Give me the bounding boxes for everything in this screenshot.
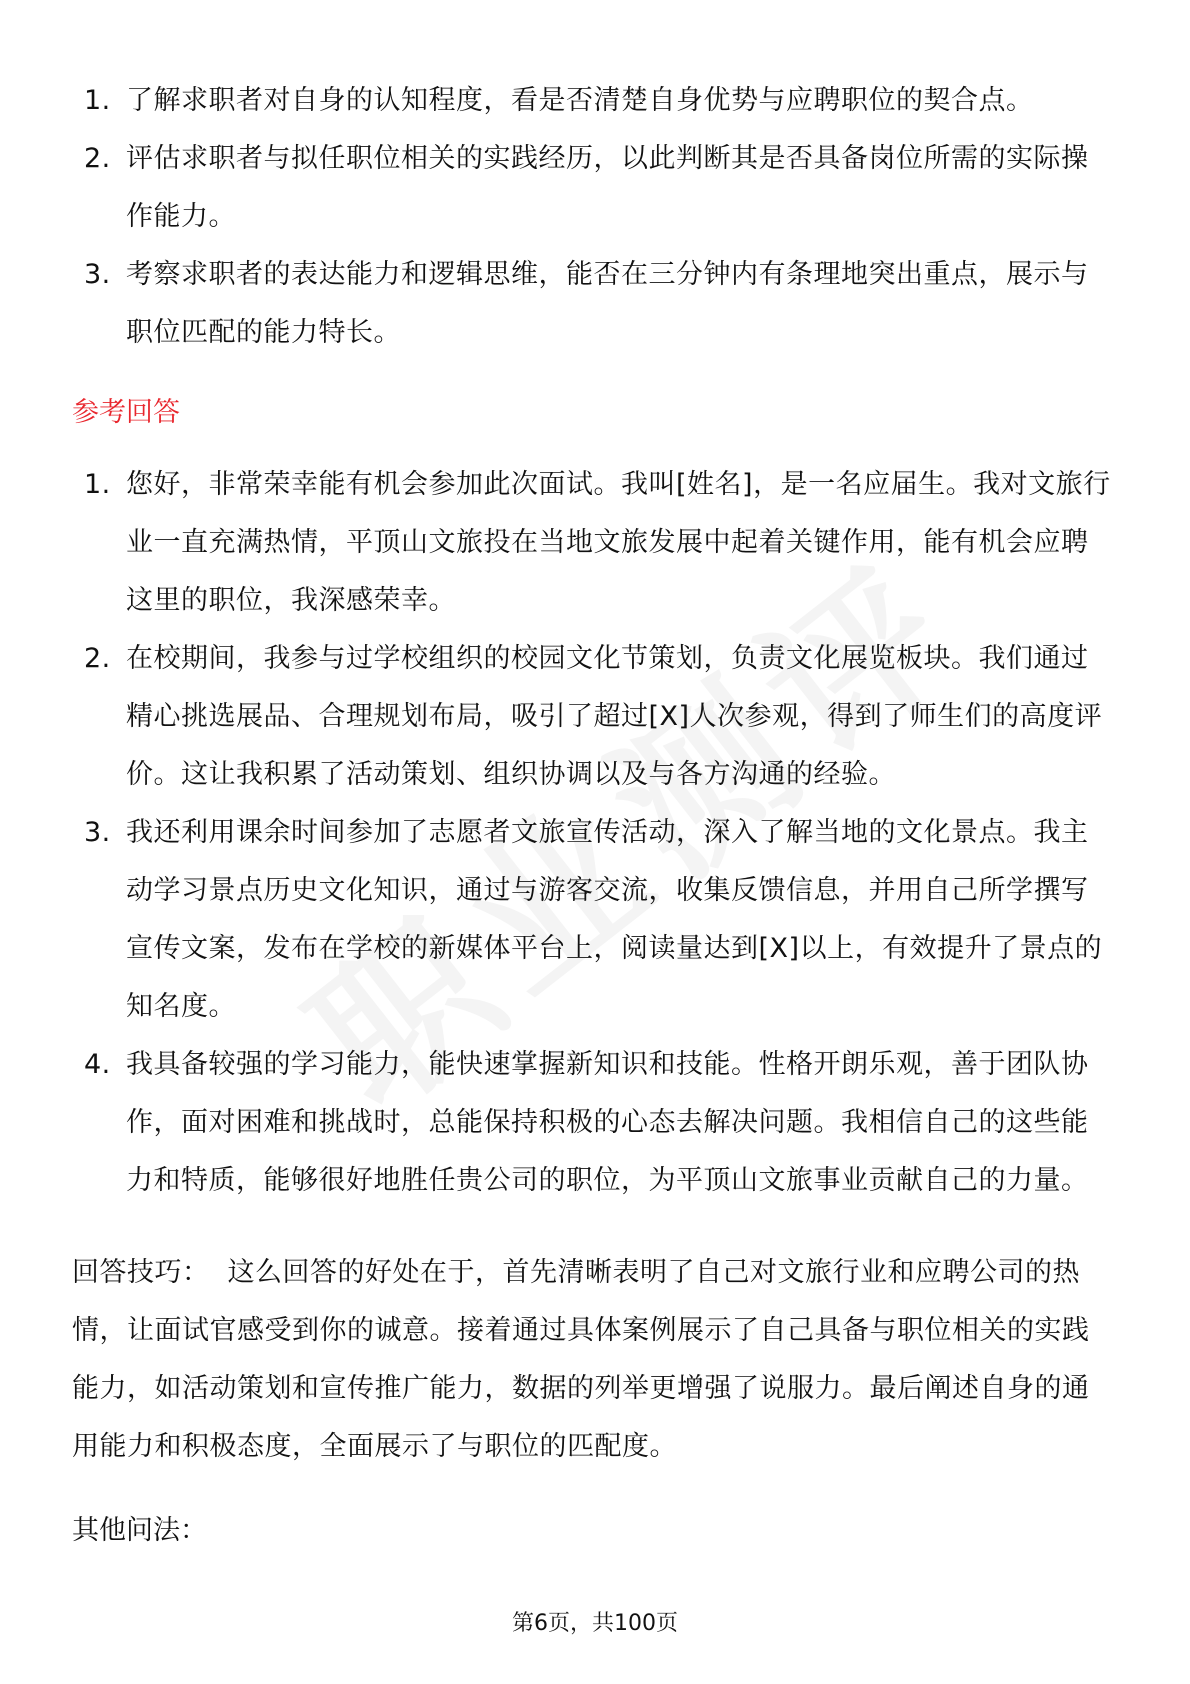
list-text: 考察求职者的表达能力和逻辑思维，能否在三分钟内有条理地突出重点，展示与职位匹配的能力特长。 [126, 259, 1089, 348]
reference-answers-list [72, 456, 1112, 1210]
list-item [72, 804, 1112, 1036]
answer-tips-text: 这么回答的好处在于，首先清晰表明了自己对文旅行业和应聘公司的热情，让面试官感受到你的诚意。接着通过具体案例展示了自己具备与职位相关的实践能力，如活动策划和宣传推广能力，数据的列举更增强了说服力。最后阐述自身的通用能力和积极态度，全面展示了与职位的匹配度。 [72, 1257, 1090, 1462]
list-item [72, 630, 1112, 804]
list-text: 评估求职者与拟任职位相关的实践经历，以此判断其是否具备岗位所需的实际操作能力。 [126, 143, 1089, 232]
list-number: 2. [84, 143, 111, 174]
list-text: 了解求职者对自身的认知程度，看是否清楚自身优势与应聘职位的契合点。 [126, 85, 1034, 116]
list-number: 4. [84, 1049, 111, 1080]
list-number: 3. [84, 817, 111, 848]
list-number: 3. [84, 259, 111, 290]
list-number: 1. [84, 469, 111, 500]
list-number: 1. [84, 85, 111, 116]
list-text: 我还利用课余时间参加了志愿者文旅宣传活动，深入了解当地的文化景点。我主动学习景点历史文化知识，通过与游客交流，收集反馈信息，并用自己所学撰写宣传文案，发布在学校的新媒体平台上，阅读量达到[X]以上，有效提升了景点的知名度。 [126, 817, 1103, 1022]
list-text: 您好，非常荣幸能有机会参加此次面试。我叫[姓名]，是一名应届生。我对文旅行业一直充满热情，平顶山文旅投在当地文旅发展中起着关键作用，能有机会应聘这里的职位，我深感荣幸。 [126, 469, 1111, 616]
evaluation-points-list [72, 72, 1112, 362]
list-item [72, 72, 1112, 130]
list-text: 我具备较强的学习能力，能快速掌握新知识和技能。性格开朗乐观，善于团队协作，面对困难和挑战时，总能保持积极的心态去解决问题。我相信自己的这些能力和特质，能够很好地胜任贵公司的职位，为平顶山文旅事业贡献自己的力量。 [126, 1049, 1089, 1196]
list-number: 2. [84, 643, 111, 674]
page-content [72, 72, 1112, 1560]
list-item [72, 1036, 1112, 1210]
page-footer: 第6页，共100页 [512, 1611, 678, 1636]
list-item [72, 246, 1112, 362]
other-questions-label: 其他问法： [72, 1515, 207, 1546]
list-text: 在校期间，我参与过学校组织的校园文化节策划，负责文化展览板块。我们通过精心挑选展品、合理规划布局，吸引了超过[X]人次参观，得到了师生们的高度评价。这让我积累了活动策划、组织协调以及与各方沟通的经验。 [126, 643, 1103, 790]
reference-answer-heading: 参考回答 [72, 397, 180, 428]
answer-tips [72, 1244, 1112, 1476]
list-item [72, 130, 1112, 246]
list-item [72, 456, 1112, 630]
answer-tips-label: 回答技巧： [72, 1257, 210, 1288]
